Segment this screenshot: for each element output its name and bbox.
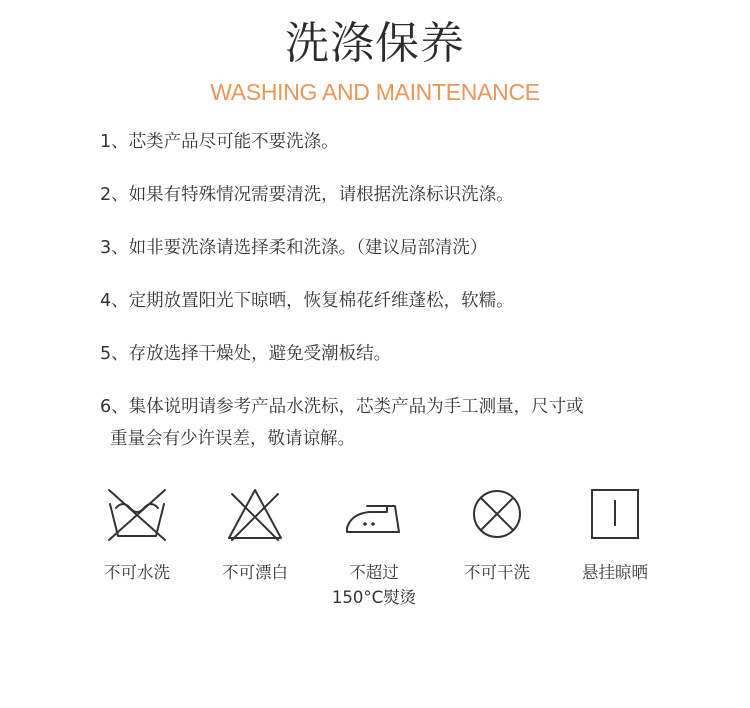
line-dry-icon (584, 484, 646, 544)
no-bleach-icon (224, 484, 286, 544)
page-title: 洗涤保养 (285, 18, 465, 69)
instruction-item-continuation: 重量会有少许误差，敬请谅解。 (110, 429, 355, 449)
no-wash-icon (106, 484, 168, 544)
care-symbol-line-dry (550, 484, 680, 585)
care-symbol-label-line1: 不超过 (349, 563, 399, 582)
care-symbol-no-dry-clean (432, 484, 562, 585)
care-symbol-label: 不可干洗 (464, 563, 530, 582)
instruction-item: 4、定期放置阳光下晾晒，恢复棉花纤维蓬松，软糯。 (100, 291, 514, 311)
instruction-item: 2、如果有特殊情况需要清洗，请根据洗涤标识洗涤。 (100, 185, 514, 205)
instruction-item (100, 391, 660, 455)
no-dry-clean-icon (466, 484, 528, 544)
care-symbol-iron-150 (309, 484, 439, 610)
page-subtitle: WASHING AND MAINTENANCE (210, 79, 540, 105)
instruction-item: 1、芯类产品尽可能不要洗涤。 (100, 132, 339, 152)
instruction-item-text: 6、集体说明请参考产品水洗标，芯类产品为手工测量，尺寸或 (100, 397, 584, 417)
care-symbol-no-bleach (190, 484, 320, 585)
care-symbol-label: 不可漂白 (222, 563, 288, 582)
care-symbol-label-line2: 150°C熨烫 (331, 588, 417, 607)
care-symbols-row (0, 484, 750, 614)
instruction-item: 5、存放选择干燥处，避免受潮板结。 (100, 344, 392, 364)
care-symbol-label: 不可水洗 (104, 563, 170, 582)
care-symbol-label: 悬挂晾晒 (582, 563, 648, 582)
iron-max-150-icon (343, 484, 405, 544)
instruction-item: 3、如非要洗涤请选择柔和洗涤。（建议局部清洗） (100, 238, 488, 258)
care-symbol-label (309, 560, 439, 610)
care-symbol-no-wash (72, 484, 202, 585)
